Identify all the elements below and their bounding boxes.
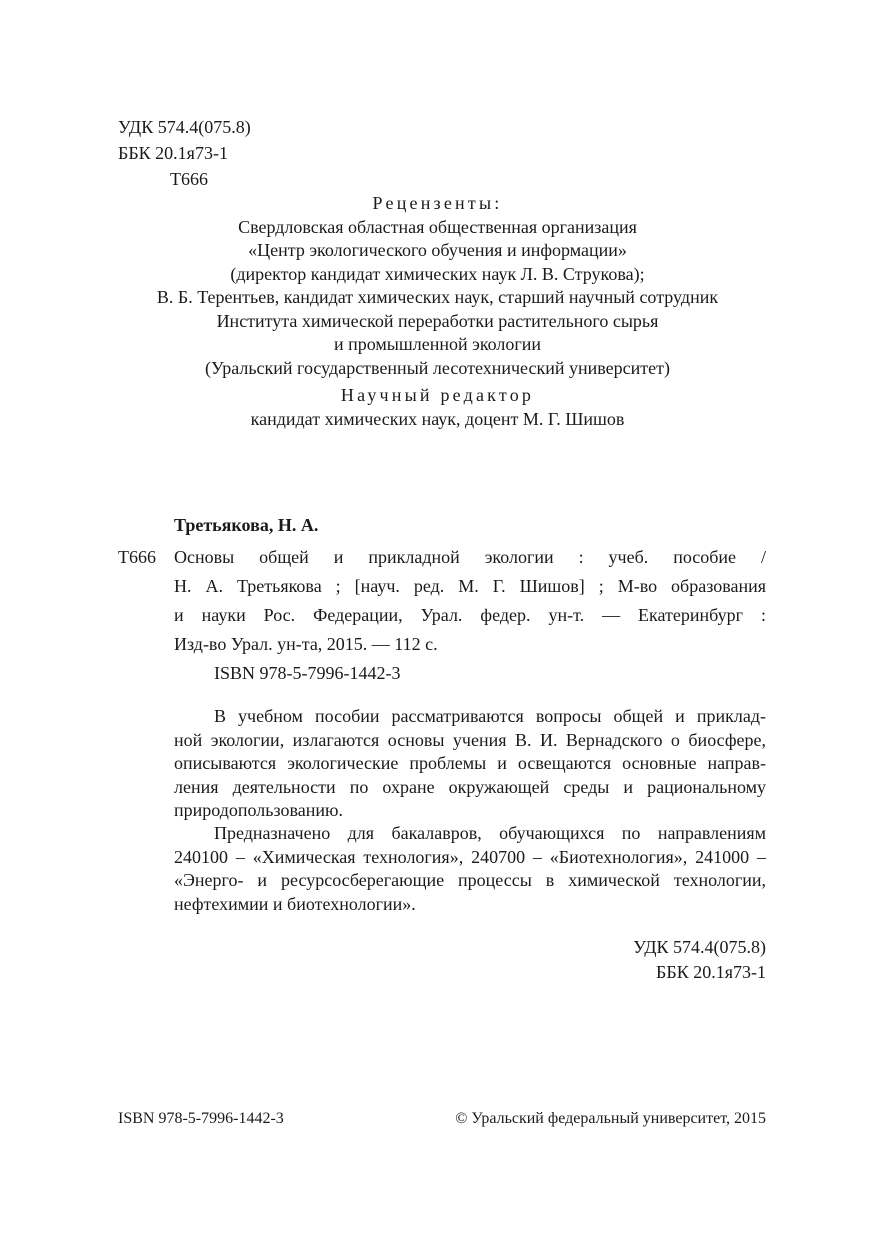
bbk-code-bottom: ББК 20.1я73-1 [656,962,766,982]
biblio-line: Изд-во Урал. ун-та, 2015. — 112 с. [174,634,438,654]
abstract-line: ления деятельности по охране окружающей среды и рациональному [174,776,766,797]
biblio-line: и науки Рос. Федерации, Урал. федер. ун-т. — Екатеринбург : [174,605,766,625]
bbk-code-top: ББК 20.1я73-1 [118,143,228,163]
udk-code-top: УДК 574.4(075.8) [118,117,251,137]
abstract-line: 240100 – «Химическая технология», 240700 – «Биотехнология», 241000 – [174,846,766,867]
biblio-line: Н. А. Третьякова ; [науч. ред. М. Г. Шишов] ; М-во образования [174,576,766,596]
isbn: ISBN 978-5-7996-1442-3 [214,663,401,683]
reviewer-line: (директор кандидат химических наук Л. В. Струкова); [230,263,645,284]
abstract-paragraph-2 [174,822,766,916]
reviewers-block [0,192,875,380]
abstract-line: ной экологии, излагаются основы учения В. И. Вернадского о биосфере, [174,729,766,750]
author-mark-top: Т666 [170,169,208,189]
footer-isbn: ISBN 978-5-7996-1442-3 [118,1110,284,1127]
author-mark: Т666 [118,547,156,567]
udk-code-bottom: УДК 574.4(075.8) [633,937,766,957]
abstract-line: нефтехимии и биотехнологии». [174,893,416,914]
reviewer-line: (Уральский государственный лесотехнический университет) [205,357,670,378]
abstract-line: «Энерго- и ресурсосберегающие процессы в химической технологии, [174,870,766,890]
biblio-line: Основы общей и прикладной экологии : учеб. пособие / [174,547,766,567]
editor-heading: Научный редактор [340,385,535,405]
copyright-notice: © Уральский федеральный университет, 2015 [455,1110,766,1127]
abstract-line: природопользованию. [174,800,343,820]
abstract-line: описываются экологические проблемы и освещаются основные направ- [174,753,766,773]
reviewer-line: и промышленной экологии [333,334,542,354]
reviewer-line: «Центр экологического обучения и информации» [248,240,627,260]
abstract-paragraph-1 [174,705,766,823]
bibliographic-description [174,543,766,659]
editor-line: кандидат химических наук, доцент М. Г. Шишов [250,408,625,429]
editor-block [0,384,875,431]
abstract-line: В учебном пособии рассматриваются вопросы общей и приклад- [214,706,766,726]
author-heading: Третьякова, Н. А. [174,515,319,535]
abstract-line: Предназначено для бакалавров, обучающихся по направлениям [214,823,766,843]
reviewer-line: Института химической переработки растительного сырья [216,310,659,331]
reviewers-heading: Рецензенты: [372,193,503,213]
reviewer-line: В. Б. Терентьев, кандидат химических наук, старший научный сотрудник [156,287,719,307]
reviewer-line: Свердловская областная общественная организация [238,216,637,237]
